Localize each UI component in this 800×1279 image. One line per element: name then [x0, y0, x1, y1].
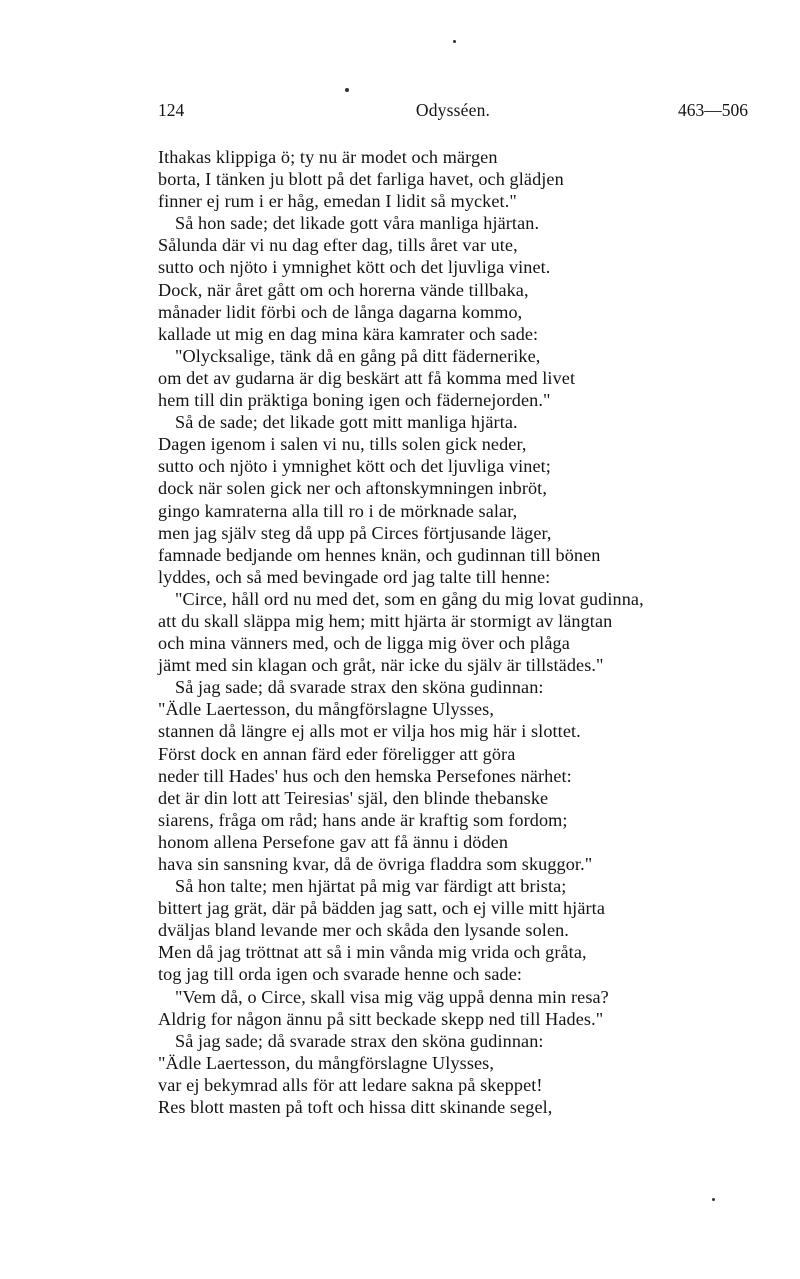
text-line: "Ädle Laertesson, du mångförslagne Ulysses,	[158, 699, 494, 720]
text-line: tog jag till orda igen och svarade henne och sade:	[158, 964, 523, 985]
text-line: och mina vänners med, och de ligga mig över och plåga	[158, 633, 570, 654]
text-line: hem till din präktiga boning igen och fädernejorden."	[158, 390, 551, 411]
text-line: Dagen igenom i salen vi nu, tills solen gick neder,	[158, 434, 527, 455]
text-line: om det av gudarna är dig beskärt att få komma med livet	[158, 367, 576, 388]
text-line: "Vem då, o Circe, skall visa mig väg uppå denna min resa?	[175, 986, 609, 1007]
text-line: stannen då längre ej alls mot er vilja hos mig här i slottet.	[158, 721, 581, 742]
text-line: Så de sade; det likade gott mitt manliga hjärta.	[175, 412, 518, 433]
text-line: Så hon sade; det likade gott våra manliga hjärtan.	[175, 213, 540, 234]
print-speck	[345, 88, 349, 92]
text-line: Så jag sade; då svarade strax den sköna gudinnan:	[175, 1030, 544, 1051]
print-speck	[712, 1198, 715, 1201]
running-title: Odysséen.	[415, 100, 491, 120]
text-line: att du skall släppa mig hem; mitt hjärta är stormigt av längtan	[158, 610, 613, 631]
text-line: lyddes, och så med bevingade ord jag talte till henne:	[158, 566, 551, 587]
text-line: Men då jag tröttnat att så i min vånda mig vrida och gråta,	[158, 942, 587, 963]
text-line: famnade bedjande om hennes knän, och gudinnan till bönen	[158, 544, 601, 565]
page-number: 124	[158, 100, 185, 120]
print-speck	[453, 40, 456, 43]
text-line: borta, I tänken ju blott på det farliga havet, och glädjen	[158, 169, 564, 190]
text-line: Res blott masten på toft och hissa ditt skinande segel,	[158, 1097, 553, 1118]
text-line: sutto och njöto i ymnighet kött och det ljuvliga vinet;	[158, 456, 551, 477]
text-line: "Circe, håll ord nu med det, som en gång du mig lovat gudinna,	[175, 588, 644, 609]
text-line: Sålunda där vi nu dag efter dag, tills året var ute,	[158, 235, 518, 256]
text-line: kallade ut mig en dag mina kära kamrater och sade:	[158, 323, 539, 344]
text-line: Först dock en annan färd eder föreligger att göra	[158, 743, 516, 764]
text-line: var ej bekymrad alls för att ledare sakna på skeppet!	[158, 1074, 543, 1095]
text-line: jämt med sin klagan och gråt, när icke du själv är tillstädes."	[158, 655, 604, 676]
text-line: finner ej rum i er håg, emedan I lidit så mycket."	[158, 191, 517, 212]
text-line: dväljas bland levande mer och skåda den lysande solen.	[158, 920, 569, 941]
verse-line-range: 463—506	[678, 100, 748, 120]
text-line: men jag själv steg då upp på Circes förtjusande läger,	[158, 522, 552, 543]
text-line: dock när solen gick ner och aftonskymningen inbröt,	[158, 478, 547, 499]
poem-text	[158, 146, 758, 1118]
text-line: månader lidit förbi och de långa dagarna kommo,	[158, 301, 523, 322]
text-line: "Olycksalige, tänk då en gång på ditt fädernerike,	[175, 345, 541, 366]
text-line: Så hon talte; men hjärtat på mig var färdigt att brista;	[175, 876, 567, 897]
text-line: gingo kamraterna alla till ro i de mörknade salar,	[158, 500, 518, 521]
text-line: bittert jag grät, där på bädden jag satt, och ej ville mitt hjärta	[158, 898, 605, 919]
text-line: det är din lott att Teiresias' själ, den blinde thebanske	[158, 787, 549, 808]
text-line: siarens, fråga om råd; hans ande är kraftig som fordom;	[158, 809, 568, 830]
text-line: "Ädle Laertesson, du mångförslagne Ulysses,	[158, 1052, 494, 1073]
text-line: neder till Hades' hus och den hemska Persefones närhet:	[158, 765, 572, 786]
text-line: honom allena Persefone gav att få ännu i döden	[158, 831, 509, 852]
text-line: Dock, när året gått om och horerna vände tillbaka,	[158, 279, 529, 300]
text-line: sutto och njöto i ymnighet kött och det ljuvliga vinet.	[158, 257, 551, 278]
text-line: Aldrig for någon ännu på sitt beckade skepp ned till Hades."	[158, 1008, 604, 1029]
text-line: Ithakas klippiga ö; ty nu är modet och märgen	[158, 147, 498, 167]
page-header	[158, 100, 748, 128]
text-line: hava sin sansning kvar, då de övriga fladdra som skuggor."	[158, 854, 593, 874]
text-line: Så jag sade; då svarade strax den sköna gudinnan:	[175, 677, 544, 698]
